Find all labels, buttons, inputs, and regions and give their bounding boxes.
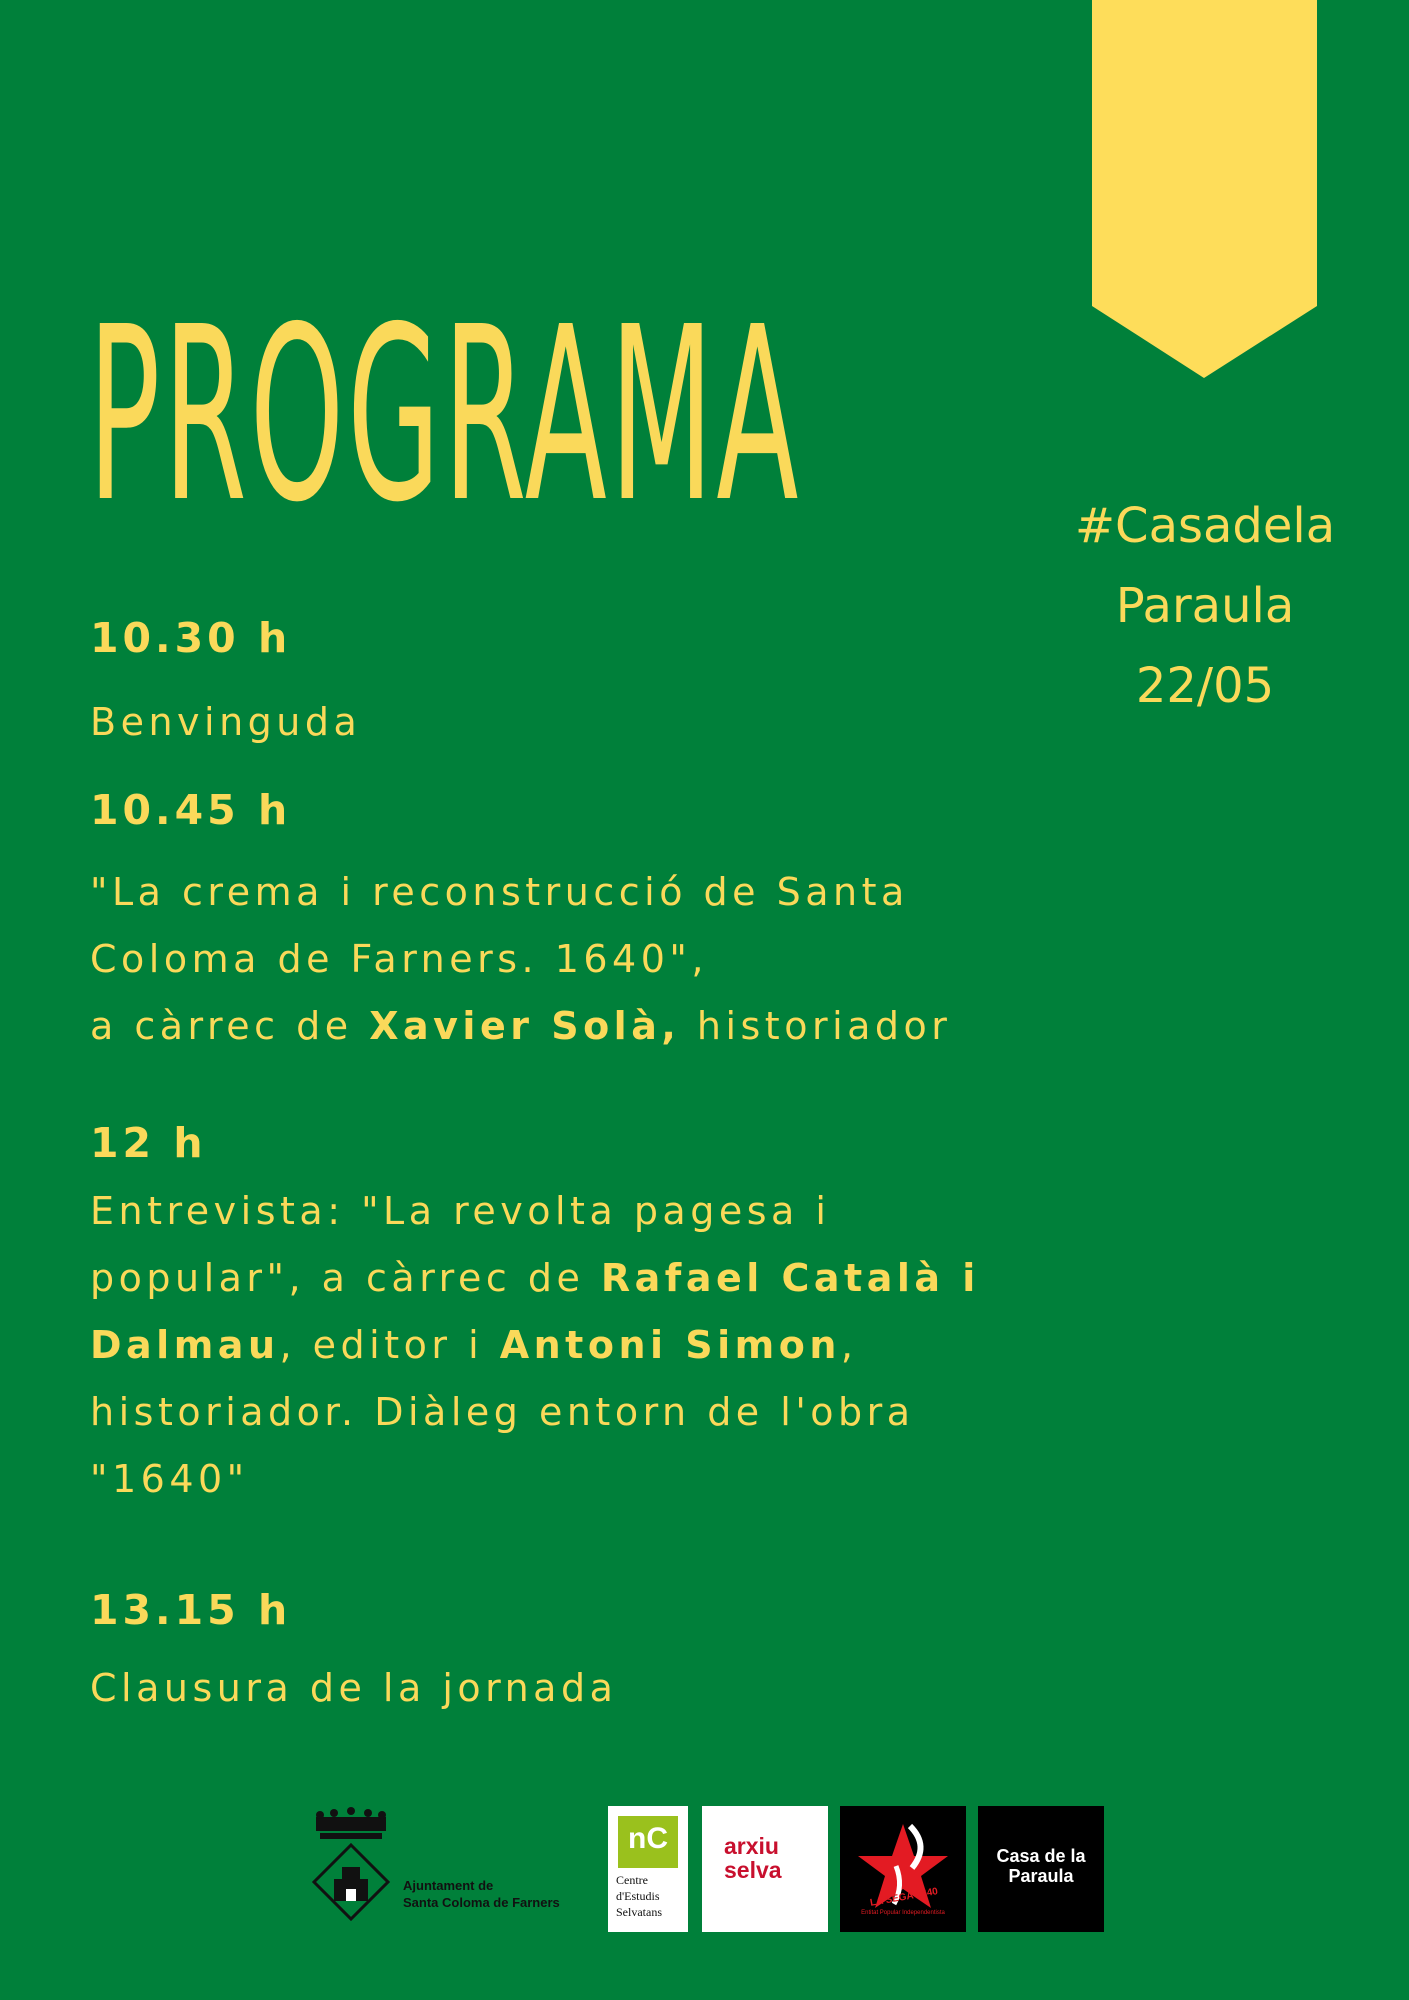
coat-of-arms-icon [306, 1805, 406, 1935]
la-sega-title: LA SEGA 1640 [869, 1886, 939, 1909]
ces-name-line: Selvatans [616, 1905, 662, 1919]
schedule-item [90, 1119, 1090, 1513]
arxiu-selva-line: selva [724, 1857, 782, 1883]
speaker-name: Antoni Simon [499, 1323, 841, 1367]
ajuntament-logo [306, 1805, 596, 1935]
ajuntament-name [403, 1877, 560, 1911]
speaker-name: Rafael Català i [600, 1256, 980, 1300]
casa-de-la-paraula-name [978, 1846, 1104, 1886]
arxiu-selva-name [724, 1834, 782, 1882]
la-sega-subtitle: Entitat Popular Independentista [861, 1910, 945, 1916]
description-text: a càrrec de [90, 1004, 370, 1048]
description-line: Entrevista: "La revolta pagesa i [90, 1189, 831, 1233]
ajuntament-name-line: Ajuntament de [403, 1878, 494, 1893]
schedule-time: 13.15 h [90, 1586, 292, 1634]
schedule-time: 10.30 h [90, 614, 292, 662]
description-text: popular", a càrrec de [90, 1256, 601, 1300]
ces-mark [618, 1816, 678, 1868]
speaker-name: Dalmau [90, 1323, 280, 1367]
description-text: , [840, 1323, 858, 1367]
description-text: , editor i [279, 1323, 500, 1367]
speaker-name: Xavier Solà, [369, 1004, 681, 1048]
schedule-time: 12 h [90, 1119, 207, 1167]
casa-name-line: Casa de la [996, 1846, 1086, 1866]
schedule-description [90, 859, 1090, 1060]
ribbon-decoration [1092, 0, 1317, 378]
schedule-description: Clausura de la jornada [90, 1666, 618, 1710]
schedule-item [90, 786, 1090, 1060]
description-line: "La crema i reconstrucció de Santa [90, 870, 909, 914]
schedule-time: 10.45 h [90, 786, 292, 834]
event-date: 22/05 [1135, 658, 1275, 714]
schedule-item [90, 1586, 1090, 1722]
description-line: historiador. Diàleg entorn de l'obra [90, 1390, 915, 1434]
casa-de-la-paraula-logo [978, 1806, 1104, 1932]
ajuntament-name-line: Santa Coloma de Farners [403, 1895, 560, 1910]
ces-name-line: Centre [616, 1873, 648, 1887]
ces-name-line: d'Estudis [616, 1889, 660, 1903]
ces-name [616, 1872, 686, 1920]
schedule-item [90, 614, 1090, 756]
page-title: PROGRAMA [88, 275, 802, 555]
schedule-description: Benvinguda [90, 700, 362, 744]
description-text: historiador [680, 1004, 952, 1048]
centre-estudis-selvatans-logo [608, 1806, 688, 1932]
event-hashtag [1050, 486, 1360, 726]
description-line: Coloma de Farners. 1640", [90, 937, 708, 981]
casa-name-line: Paraula [1008, 1866, 1074, 1886]
arxiu-selva-logo [702, 1806, 828, 1932]
description-line: "1640" [90, 1457, 249, 1501]
hashtag-line: #Casadela [1074, 498, 1336, 554]
ces-mark-text: nC [628, 1822, 668, 1855]
sponsor-logos [0, 1800, 1409, 2000]
la-sega-logo [840, 1806, 966, 1932]
schedule-description [90, 1178, 1090, 1513]
hashtag-line: Paraula [1115, 578, 1295, 634]
arxiu-selva-line: arxiu [724, 1833, 779, 1859]
